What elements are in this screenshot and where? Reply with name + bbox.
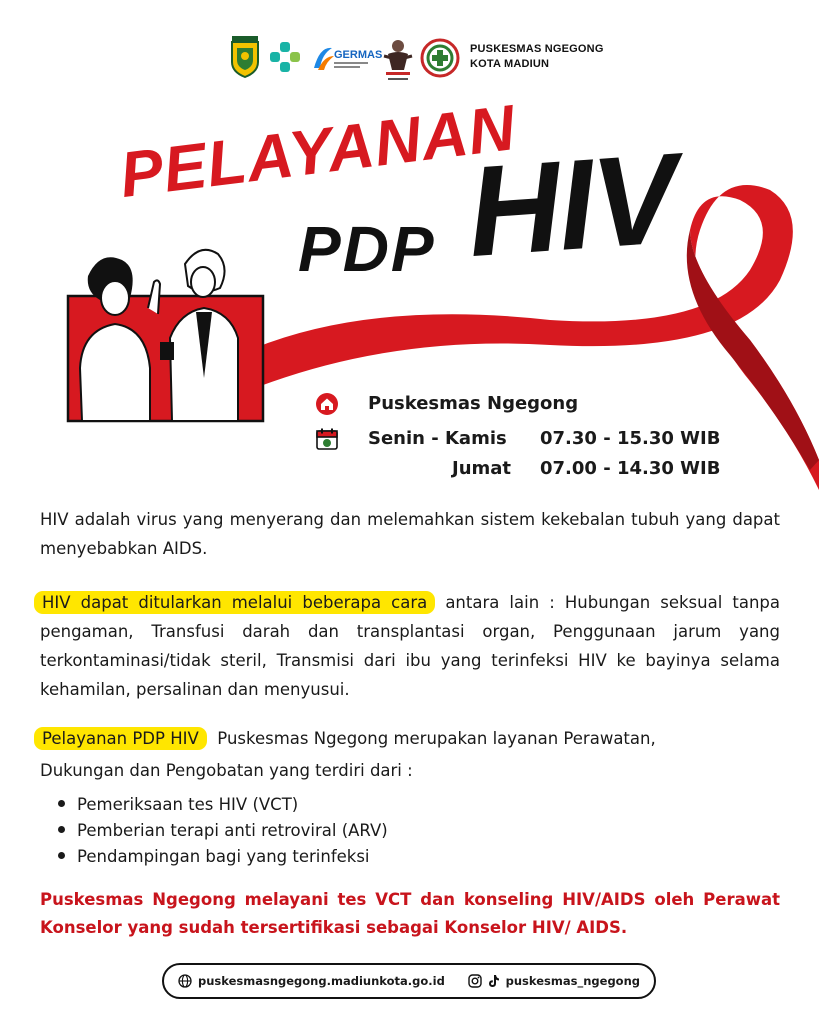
location-text: Puskesmas Ngegong xyxy=(368,393,579,414)
institution-name xyxy=(470,42,604,72)
intro-text: HIV adalah virus yang menyerang dan melemahkan sistem kekebalan tubuh yang dapat menyebabkan AIDS. xyxy=(40,510,780,558)
bullet-icon xyxy=(58,800,65,807)
institution-line-2: KOTA MADIUN xyxy=(470,58,550,70)
patient-doctor-illustration xyxy=(60,238,265,423)
home-icon xyxy=(316,393,338,415)
list-item: Pendampingan bagi yang terinfeksi xyxy=(58,844,388,870)
calendar-icon xyxy=(316,428,338,450)
bullet-icon xyxy=(58,826,65,833)
closing-statement xyxy=(40,886,780,942)
schedule-days-1: Senin - Kamis xyxy=(368,428,507,449)
service-paragraph xyxy=(40,724,780,785)
madiun-mascot-icon xyxy=(380,36,416,84)
institution-line-1: PUSKESMAS NGEGONG xyxy=(470,43,604,55)
tiktok-icon xyxy=(488,974,500,988)
schedule-days-2: Jumat xyxy=(452,458,512,479)
transmission-highlight: HIV dapat ditularkan melalui beberapa cara xyxy=(34,591,435,614)
service-list xyxy=(58,792,388,870)
svg-text:GERMAS: GERMAS xyxy=(334,49,383,61)
puskesmas-logo-icon xyxy=(420,38,460,78)
social-handle-link[interactable]: puskesmas_ngegong xyxy=(505,974,640,988)
schedule-hours-2: 07.00 - 14.30 WIB xyxy=(540,458,721,479)
intro-paragraph xyxy=(40,505,780,563)
kota-madiun-emblem-icon xyxy=(228,36,262,78)
transmission-paragraph xyxy=(40,588,780,704)
transmission-text: antara lain : Hubungan seksual tanpa pengaman, Transfusi darah dan transplantasi organ, Penggunaan jarum yang terkontaminasi/tidak steril, Transmisi dari ibu yang terinfeksi HIV ke bayinya selama kehamilan, persalinan dan menyusui. xyxy=(40,593,780,699)
bullet-icon xyxy=(58,852,65,859)
service-text-1: Puskesmas Ngegong merupakan layanan Perawatan, xyxy=(217,729,656,748)
website-link[interactable]: puskesmasngegong.madiunkota.go.id xyxy=(198,974,445,988)
closing-text: Puskesmas Ngegong melayani tes VCT dan konseling HIV/AIDS oleh Perawat Konselor yang sudah tersertifikasi sebagai Konselor HIV/ AIDS. xyxy=(40,890,780,937)
list-item: Pemberian terapi anti retroviral (ARV) xyxy=(58,818,388,844)
title-line-2: PDP xyxy=(298,213,436,285)
title-hiv: HIV xyxy=(463,126,681,285)
list-item: Pemeriksaan tes HIV (VCT) xyxy=(58,792,388,818)
title-line-1: PELAYANAN xyxy=(116,91,520,212)
schedule-hours-1: 07.30 - 15.30 WIB xyxy=(540,428,721,449)
germas-logo-icon xyxy=(310,40,383,76)
contact-footer xyxy=(162,963,656,999)
service-text-2: Dukungan dan Pengobatan yang terdiri dari : xyxy=(40,761,413,780)
instagram-icon xyxy=(468,974,482,988)
kemenkes-logo-icon xyxy=(268,40,302,74)
service-highlight: Pelayanan PDP HIV xyxy=(34,727,207,750)
globe-icon xyxy=(178,974,192,988)
